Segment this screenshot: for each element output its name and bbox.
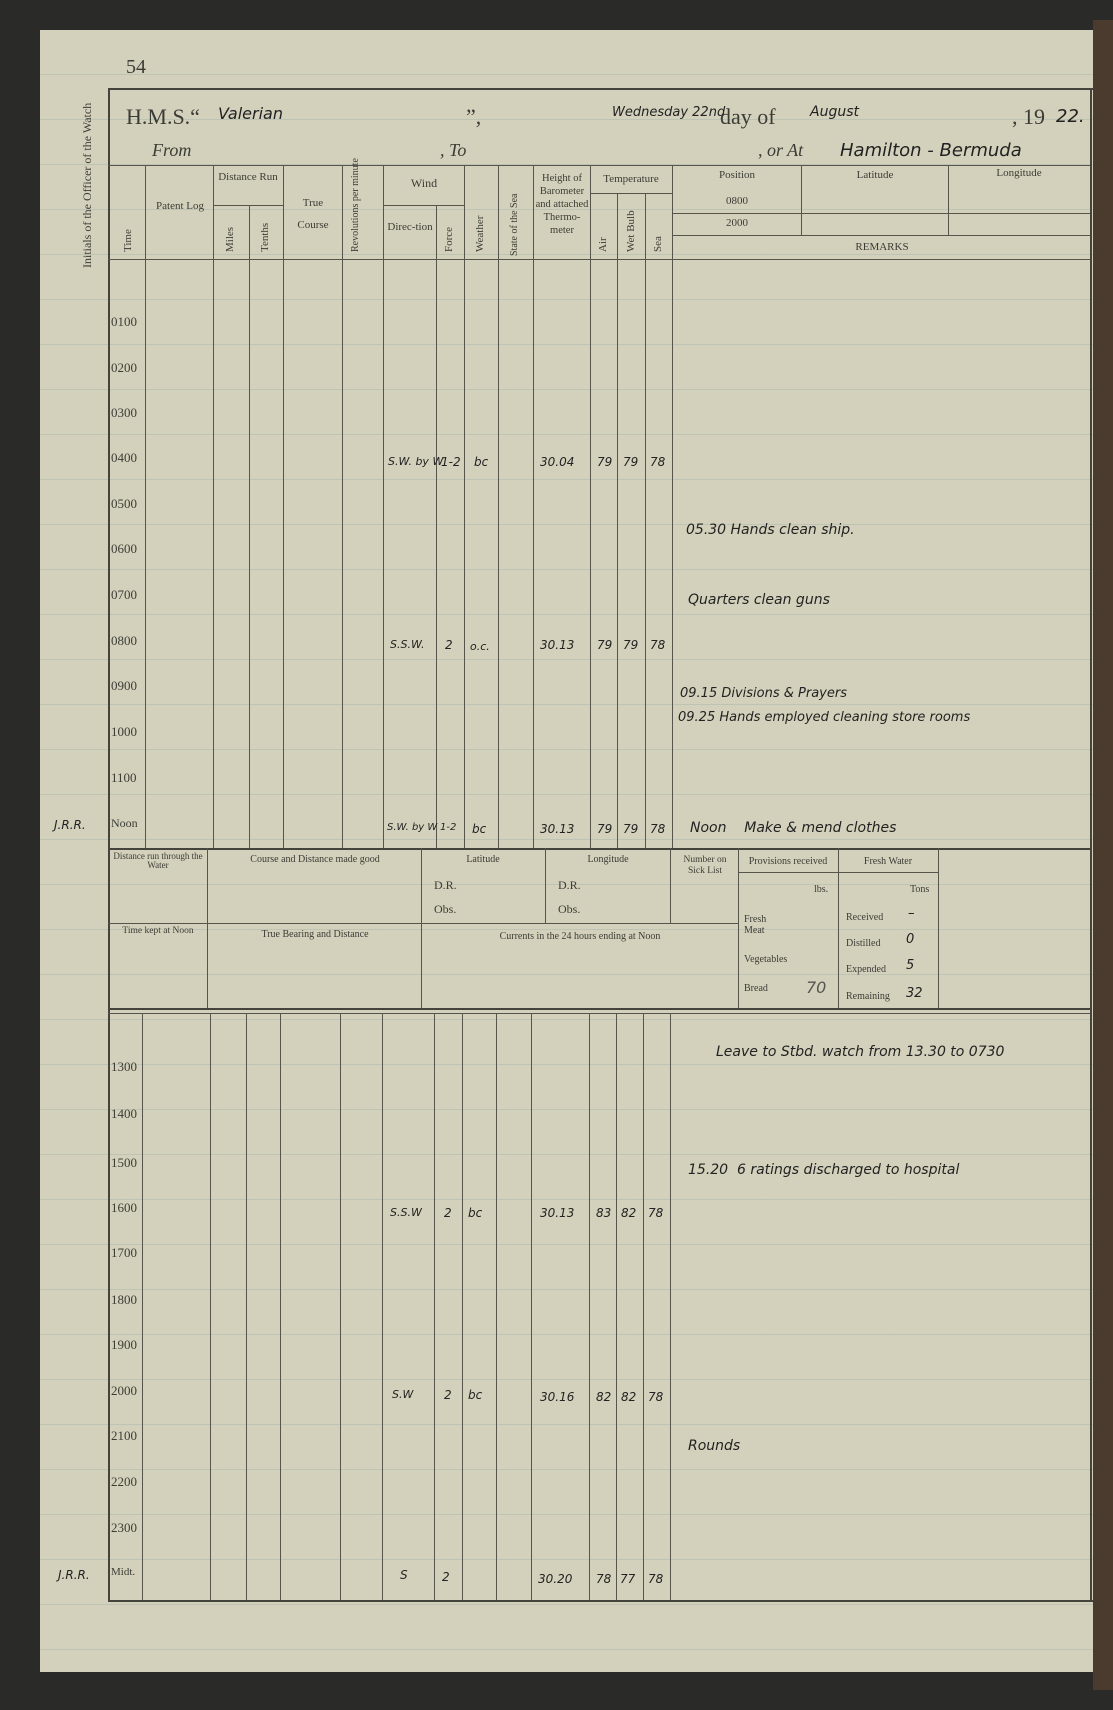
distance-sub-line (213, 205, 283, 206)
col-line-air (617, 193, 618, 848)
remarks-header-line (672, 235, 1090, 236)
page-number: 54 (126, 56, 146, 78)
nb-line-4 (670, 848, 671, 923)
nb-distilled: Distilled (846, 938, 881, 949)
col-line-latitude (948, 165, 949, 235)
obs-noon-sea: 78 (650, 822, 666, 836)
col-line-course (342, 165, 343, 848)
obs-2000-sea: 78 (648, 1390, 664, 1404)
nb-provisions-line (738, 872, 938, 873)
col-line-temp-sea (672, 165, 673, 848)
time-0700: 0700 (111, 587, 137, 602)
col-position: Position (718, 169, 756, 181)
position-sub-line (672, 213, 1090, 214)
col-direction: Direc-tion (387, 221, 433, 233)
pm-col-force (462, 1013, 463, 1600)
col-miles: Miles (224, 226, 236, 252)
obs-1600-weather: bc (468, 1206, 483, 1220)
nb-received-value: – (908, 906, 915, 921)
from-label: From (152, 140, 192, 160)
nb-tons: Tons (910, 884, 930, 895)
obs-0400-direction: S.W. by W (388, 455, 444, 468)
obs-0400-weather: bc (474, 455, 489, 469)
time-noon: Noon (111, 816, 138, 830)
pm-col-log (210, 1013, 211, 1600)
obs-0800-weather: o.c. (470, 640, 490, 653)
obs-1600-force: 2 (444, 1206, 452, 1220)
pm-col-miles (246, 1013, 247, 1600)
header-bottom-line (108, 259, 1090, 260)
year-suffix: 22. (1056, 106, 1085, 127)
nb-distance-run: Distance run through the Water (113, 851, 203, 870)
obs-noon-weather: bc (472, 822, 487, 836)
book-binding-edge (1093, 20, 1113, 1690)
time-1700: 1700 (111, 1245, 137, 1260)
obs-noon-air: 79 (597, 822, 613, 836)
col-longitude: Longitude (996, 167, 1042, 179)
nb-bread-value: 70 (806, 978, 827, 997)
time-2000: 2000 (111, 1383, 137, 1398)
nb-remaining: Remaining (846, 991, 890, 1002)
pm-col-direction (434, 1013, 435, 1600)
obs-midnight-air: 78 (596, 1572, 612, 1586)
obs-2000-air: 82 (596, 1390, 612, 1404)
col-tenths: Tenths (259, 222, 271, 252)
obs-0400-sea: 78 (650, 455, 666, 469)
pm-table-top (108, 1013, 1090, 1014)
pm-col-barometer (589, 1013, 590, 1600)
obs-0800-direction: S.S.W. (390, 638, 425, 651)
col-wind: Wind (410, 176, 438, 190)
remark-noon: Noon Make & mend clothes (690, 820, 897, 836)
obs-0400-barometer: 30.04 (540, 455, 575, 469)
initials-noon: J.R.R. (54, 818, 86, 832)
col-force: Force (443, 226, 455, 252)
remark-1300: Leave to Stbd. watch from 13.30 to 0730 (716, 1044, 1005, 1060)
pm-col-weather (496, 1013, 497, 1600)
obs-1600-sea: 78 (648, 1206, 664, 1220)
frame-right (1090, 88, 1092, 1602)
nb-expended-value: 5 (906, 958, 915, 973)
col-air: Air (597, 237, 609, 252)
time-1500: 1500 (111, 1155, 137, 1170)
nb-course-distance: Course and Distance made good (250, 854, 380, 865)
nb-lat-obs: Obs. (434, 902, 457, 916)
location: Hamilton - Bermuda (840, 140, 1022, 161)
col-position-2000: 2000 (726, 217, 748, 229)
remark-1520: 15.20 6 ratings discharged to hospital (688, 1162, 960, 1178)
frame-left (108, 88, 110, 1602)
nb-longitude: Longitude (587, 854, 629, 865)
col-line-miles (249, 205, 250, 848)
time-0400: 0400 (111, 450, 137, 465)
col-position-0800: 0800 (726, 195, 748, 207)
year-prefix: , 19 (1012, 104, 1045, 129)
col-line-direction (436, 205, 437, 848)
col-line-revs (383, 165, 384, 848)
nb-fresh-meat: Fresh Meat (744, 914, 767, 936)
obs-2000-barometer: 30.16 (540, 1390, 575, 1404)
col-time: Time (122, 229, 134, 252)
frame-bottom (108, 1600, 1093, 1602)
obs-1600-air: 83 (596, 1206, 612, 1220)
noon-block-top (108, 848, 1090, 850)
officer-initials-label: Initials of the Officer of the Watch (80, 102, 94, 268)
obs-0400-air: 79 (597, 455, 613, 469)
obs-midnight-sea: 78 (648, 1572, 664, 1586)
day-written: Wednesday 22nd (612, 105, 726, 120)
obs-1600-wet: 82 (621, 1206, 637, 1220)
obs-noon-barometer: 30.13 (540, 822, 575, 836)
noon-block-bottom (108, 1008, 1090, 1010)
hms-label: H.M.S.“ (126, 104, 200, 129)
nb-vegetables: Vegetables (744, 954, 788, 965)
col-sea-temp: Sea (652, 236, 664, 252)
col-true-course: True Course (297, 197, 329, 231)
close-quote: ”, (466, 104, 482, 129)
remark-0925: 09.25 Hands employed cleaning store rooms (678, 710, 971, 725)
col-weather: Weather (474, 215, 486, 252)
temp-sub-line (590, 193, 672, 194)
remark-0530: 05.30 Hands clean ship. (686, 522, 855, 538)
time-0800: 0800 (111, 633, 137, 648)
col-distance-run: Distance Run (218, 171, 278, 183)
obs-0800-sea: 78 (650, 638, 666, 652)
time-2200: 2200 (111, 1474, 137, 1489)
obs-2000-force: 2 (444, 1388, 452, 1402)
time-0900: 0900 (111, 678, 137, 693)
time-0200: 0200 (111, 360, 137, 375)
time-0100: 0100 (111, 314, 137, 329)
month: August (810, 104, 859, 120)
time-2100: 2100 (111, 1428, 137, 1443)
col-line-tenths (283, 165, 284, 848)
time-0500: 0500 (111, 496, 137, 511)
obs-midnight-direction: S (400, 1568, 408, 1582)
nb-time-kept: Time kept at Noon (122, 926, 194, 936)
pm-col-tenths (280, 1013, 281, 1600)
col-line-barometer (590, 165, 591, 848)
nb-line-2 (421, 848, 422, 1008)
obs-2000-weather: bc (468, 1388, 483, 1402)
obs-0400-wet: 79 (623, 455, 639, 469)
nb-expended: Expended (846, 964, 886, 975)
header-top-line (108, 165, 1090, 166)
or-at-label: , or At (758, 140, 804, 160)
time-1800: 1800 (111, 1292, 137, 1307)
pm-col-temp-sea (670, 1013, 671, 1600)
obs-0400-force: 1-2 (441, 455, 461, 469)
col-remarks: REMARKS (855, 241, 909, 253)
col-wet-bulb: Wet Bulb (625, 210, 637, 252)
obs-1600-direction: S.S.W (390, 1206, 422, 1219)
nb-remaining-value: 32 (906, 986, 923, 1001)
pm-col-wet (643, 1013, 644, 1600)
day-of-label: day of (720, 104, 776, 129)
col-line-position (801, 165, 802, 235)
remark-0915: 09.15 Divisions & Prayers (680, 686, 847, 701)
nb-currents: Currents in the 24 hours ending at Noon (499, 931, 661, 942)
nb-line-3 (545, 848, 546, 923)
obs-midnight-barometer: 30.20 (538, 1572, 573, 1586)
col-line-log (213, 165, 214, 848)
time-1100: 1100 (111, 770, 137, 785)
nb-lon-obs: Obs. (558, 902, 581, 916)
obs-midnight-wet: 77 (620, 1572, 636, 1586)
ship-name: Valerian (218, 104, 283, 123)
obs-midnight-force: 2 (442, 1570, 450, 1584)
nb-latitude: Latitude (466, 854, 500, 865)
col-patent-log: Patent Log (156, 200, 204, 212)
to-label: , To (440, 140, 467, 160)
time-1300: 1300 (111, 1059, 137, 1074)
time-midnight: Midt. (111, 1566, 136, 1578)
col-line-weather (498, 165, 499, 848)
nb-lbs: lbs. (814, 884, 829, 895)
col-barometer: Height of Barometer and attached Thermo-meter (535, 173, 589, 236)
col-temperature: Temperature (603, 173, 659, 185)
nb-lat-dr: D.R. (434, 878, 457, 892)
obs-0800-barometer: 30.13 (540, 638, 575, 652)
nb-line-1 (207, 848, 208, 1008)
pm-col-sea-state (531, 1013, 532, 1600)
wind-sub-line (383, 205, 464, 206)
nb-line-7 (938, 848, 939, 1008)
col-state-of-sea: State of the Sea (509, 193, 520, 256)
pm-col-revs (382, 1013, 383, 1600)
time-2300: 2300 (111, 1520, 137, 1535)
col-line-sea-state (533, 165, 534, 848)
col-line-force (464, 165, 465, 848)
obs-noon-direction: S.W. by W (387, 822, 438, 833)
time-0600: 0600 (111, 541, 137, 556)
obs-1600-barometer: 30.13 (540, 1206, 575, 1220)
nb-received: Received (846, 912, 884, 923)
nb-true-bearing: True Bearing and Distance (261, 929, 369, 940)
obs-0800-air: 79 (597, 638, 613, 652)
time-1900: 1900 (111, 1337, 137, 1352)
obs-0800-force: 2 (445, 638, 453, 652)
time-1000: 1000 (111, 724, 137, 739)
col-latitude: Latitude (856, 169, 894, 181)
col-line-wet (645, 193, 646, 848)
pm-col-course (340, 1013, 341, 1600)
obs-2000-direction: S.W (392, 1388, 414, 1401)
nb-distilled-value: 0 (906, 932, 915, 947)
obs-noon-force: 1-2 (440, 822, 457, 833)
noon-block-mid (108, 923, 738, 924)
nb-provisions: Provisions received (748, 856, 828, 867)
time-1600: 1600 (111, 1200, 137, 1215)
remark-2100: Rounds (688, 1438, 741, 1454)
obs-noon-wet: 79 (623, 822, 639, 836)
obs-0800-wet: 79 (623, 638, 639, 652)
col-line-time (145, 165, 146, 848)
obs-2000-wet: 82 (621, 1390, 637, 1404)
nb-fresh-water: Fresh Water (863, 856, 913, 867)
nb-bread: Bread (744, 983, 768, 994)
pm-col-air (616, 1013, 617, 1600)
time-1400: 1400 (111, 1106, 137, 1121)
time-0300: 0300 (111, 405, 137, 420)
initials-midnight: J.R.R. (58, 1568, 90, 1582)
col-revolutions: Revolutions per minute (350, 158, 361, 252)
remark-0700: Quarters clean guns (688, 592, 830, 608)
nb-sick-list: Number on Sick List (683, 855, 727, 876)
frame-top (108, 88, 1093, 90)
nb-lon-dr: D.R. (558, 878, 581, 892)
